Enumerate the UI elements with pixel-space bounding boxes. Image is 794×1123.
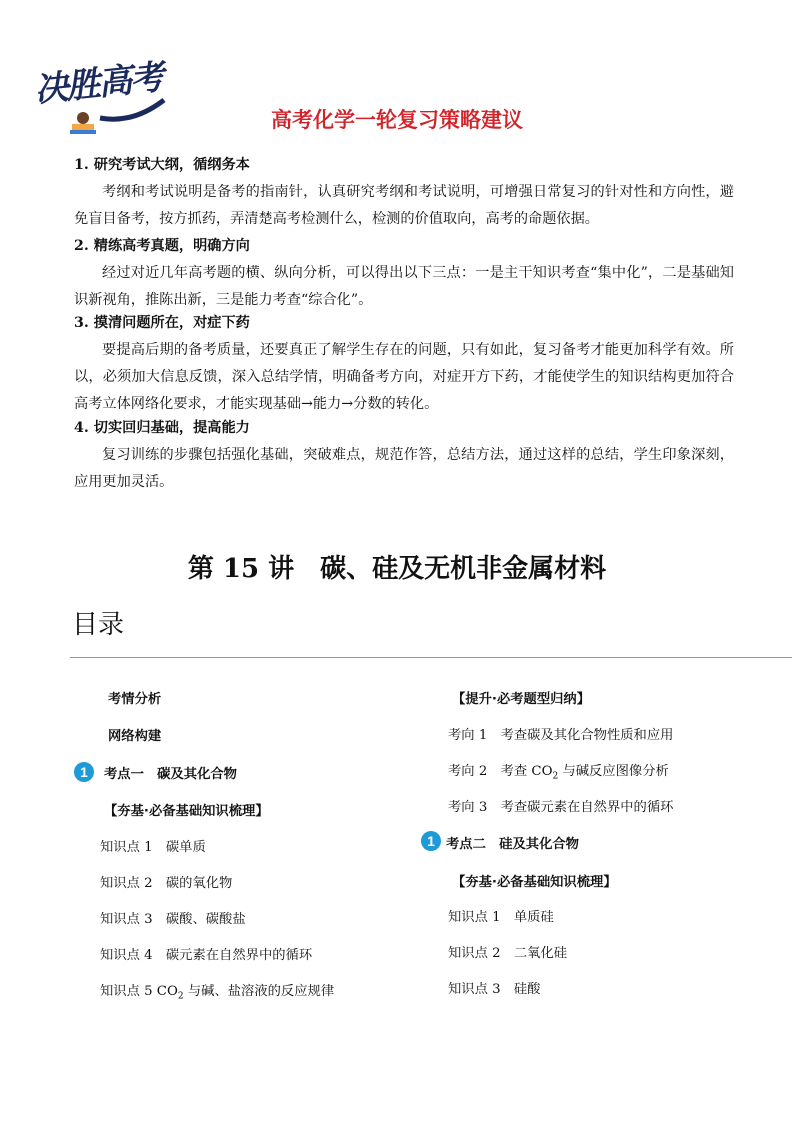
section-body: 考纲和考试说明是备考的指南针，认真研究考纲和考试说明，可增强日常复习的针对性和方向性，避免盲目备考，按方抓药，弄清楚高考检测什么，检测的价值取向，高考的命题依据。 <box>74 184 734 227</box>
toc-subheading[interactable]: 【夯基·必备基础知识梳理】 <box>452 875 617 890</box>
number-badge-icon: 1 <box>421 831 441 851</box>
section-heading: 4. 切实回归基础，提高能力 <box>74 420 250 436</box>
toc-item-point-2[interactable]: 考点二 硅及其化合物 <box>446 837 579 852</box>
toc-item-knowledge-r1[interactable]: 知识点 1 单质硅 <box>448 910 554 925</box>
section-heading: 1. 研究考试大纲，循纲务本 <box>74 157 250 173</box>
toc-item-direction-3[interactable]: 考向 3 考查碳元素在自然界中的循环 <box>448 800 674 815</box>
logo-text: 决胜高考 <box>32 57 165 111</box>
toc-item-exam-analysis[interactable]: 考情分析 <box>108 692 162 707</box>
section-heading: 2. 精练高考真题，明确方向 <box>74 238 250 254</box>
toc-item-knowledge-1[interactable]: 知识点 1 碳单质 <box>100 840 206 855</box>
section-1 <box>74 152 734 233</box>
section-3 <box>74 310 734 418</box>
toc-item-knowledge-3[interactable]: 知识点 3 碳酸、碳酸盐 <box>100 912 246 927</box>
toc-title: 目录 <box>72 610 125 640</box>
toc-subheading[interactable]: 【夯基·必备基础知识梳理】 <box>104 804 269 819</box>
toc-item-direction-1[interactable]: 考向 1 考查碳及其化合物性质和应用 <box>448 728 674 743</box>
toc-subheading[interactable]: 【提升·必考题型归纳】 <box>452 692 591 707</box>
section-2 <box>74 233 734 314</box>
toc-item-knowledge-4[interactable]: 知识点 4 碳元素在自然界中的循环 <box>100 948 313 963</box>
lecture-title: 第 15 讲 碳、硅及无机非金属材料 <box>187 554 607 584</box>
toc-item-knowledge-2[interactable]: 知识点 2 碳的氧化物 <box>100 876 233 891</box>
toc-item-knowledge-5[interactable]: 知识点 5 $CO_2$ 与碱、盐溶液的反应规律 <box>100 984 335 1002</box>
page-title: 高考化学一轮复习策略建议 <box>271 108 523 132</box>
section-body: 要提高后期的备考质量，还要真正了解学生存在的问题，只有如此，复习备考才能更加科学有效。所以，必须加大信息反馈，深入总结学情，明确备考方向，对症开方下药，才能使学生的知识结构更加符合高考立体网络化要求，才能实现基础→能力→分数的转化。 <box>74 342 734 412</box>
toc-divider <box>70 657 792 658</box>
toc-item-network[interactable]: 网络构建 <box>108 729 162 744</box>
toc-item-point-1[interactable]: 考点一 碳及其化合物 <box>104 767 237 782</box>
number-badge-icon: 1 <box>74 762 94 782</box>
section-heading: 3. 摸清问题所在，对症下药 <box>74 315 250 331</box>
section-body: 复习训练的步骤包括强化基础，突破难点，规范作答，总结方法，通过这样的总结，学生印象深刻，应用更加灵活。 <box>74 447 734 490</box>
section-body: 经过对近几年高考题的横、纵向分析，可以得出以下三点：一是主干知识考查“集中化”，二是基础知识新视角，推陈出新，三是能力考查“综合化”。 <box>74 265 734 308</box>
toc-item-knowledge-r3[interactable]: 知识点 3 硅酸 <box>448 982 541 997</box>
toc-item-direction-2[interactable]: 考向 2 考查 $CO_2$ 与碱反应图像分析 <box>448 764 669 782</box>
toc-item-knowledge-r2[interactable]: 知识点 2 二氧化硅 <box>448 946 568 961</box>
section-4 <box>74 415 734 496</box>
